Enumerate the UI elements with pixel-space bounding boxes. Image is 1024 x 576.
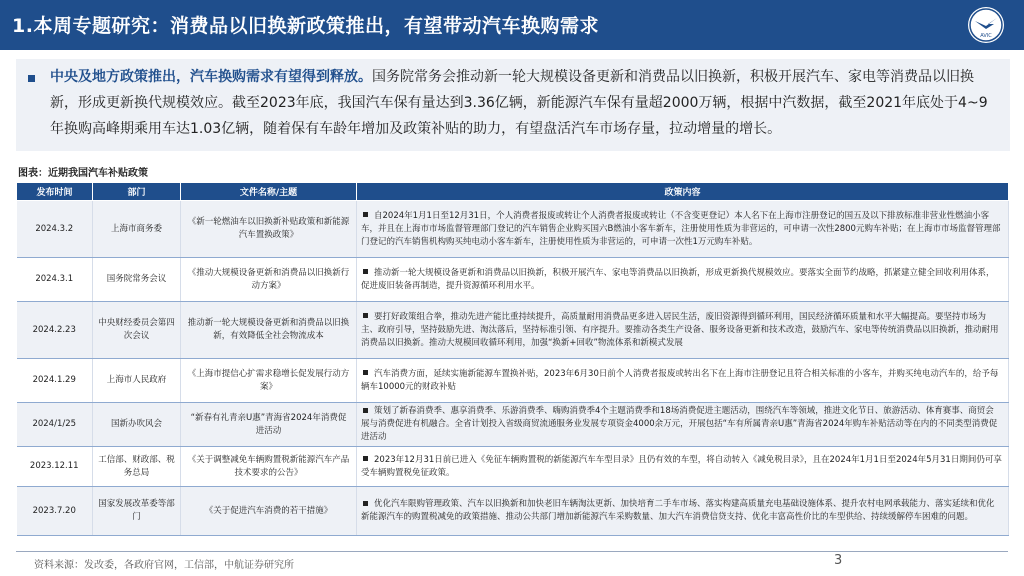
header-dept: 部门 [93,183,181,201]
cell-content-text: 自2024年1月1日至12月31日，个人消费者报废或转让个人消费者报废或转让（不含变更登记）本人名下在上海市注册登记的国五及以下排放标准非营业性燃油小客车，并且在上海市市场监督管理部门登记的汽车销售企业购买国六B燃油小客车新车，注册使用性质为非营运的，可申请一次性2800元购车补贴；在上海市市场监督管理部门登记的汽车销售机构购买纯电动小客车新车，注册使用性质为非营运的，可申请一次性1万元购车补贴。 [361,210,1001,247]
cell-content-text: 2023年12月31日前已进入《免征车辆购置税的新能源汽车车型目录》且仍有效的车型，将自动转入《减免税目录》，且在2024年1月1日至2024年5月31日期间仍可享受车辆购置税免征政策。 [361,454,1002,478]
bullet-icon [363,313,368,318]
cell-date: 2024.1.29 [17,359,93,403]
cell-content-text: 汽车消费方面，延续实施新能源车置换补贴，2023年6月30日前个人消费者报废或转出名下在上海市注册登记且符合相关标准的小客车，并购买纯电动汽车的，给予每辆车10000元的财政补贴 [361,368,999,392]
bullet-icon [363,212,368,217]
cell-content [357,447,1009,487]
cell-date: 2023.12.11 [17,447,93,487]
bullet-icon [363,456,368,461]
bullet-icon [363,501,368,506]
table-caption: 图表：近期我国汽车补贴政策 [18,168,148,179]
cell-dept: 国家发展改革委等部门 [93,487,181,536]
intro-box [16,59,1010,151]
cell-doc: 《上海市提信心扩需求稳增长促发展行动方案》 [181,359,357,403]
cell-content [357,302,1009,359]
table-row [17,403,1009,447]
page-number: 3 [834,553,843,568]
cell-date: 2024/1/25 [17,403,93,447]
cell-dept: 中央财经委员会第四次会议 [93,302,181,359]
cell-date: 2023.7.20 [17,487,93,536]
header-doc: 文件名称/主题 [181,183,357,201]
intro-bullet-icon [28,75,35,82]
intro-body: 国务院常务会推动新一轮大规模设备更新和消费品以旧换新，积极开展汽车、家电等消费品以旧换新，形成更新换代规模效应。截至2023年底，我国汽车保有量达到3.36亿辆，新能源汽车保有量超2000万辆，根据中汽数据，截至2021年底处于4~9年换购高峰期乘用车达1.03亿辆，随着保有车龄年增加及政策补贴的助力，有望盘活汽车市场存量，拉动增量的增长。 [50,69,988,137]
bullet-icon [363,370,368,375]
cell-content [357,258,1009,302]
header-date: 发布时间 [17,183,93,201]
logo-text: AVIC [980,33,992,39]
cell-content-text: 策划了新春消费季、惠享消费季、乐游消费季、嗨购消费季4个主题消费季和18场消费促进主题活动，围绕汽车等领域，推进文化节日、旅游活动、体育赛事、商贸会展与消费促进有机融合。全省计划投入省级商贸流通服务业发展专项资金4000余万元，开展包括“车有所属青亲U惠”青海省2024年购车补贴活动等在内的不同类型消费促进活动 [361,406,998,442]
cell-content-text: 推动新一轮大规模设备更新和消费品以旧换新，积极开展汽车、家电等消费品以旧换新，形成更新换代规模效应。要落实全面节约战略，抓紧建立健全回收利用体系，促进废旧装备再制造，提升资源循环利用水平。 [361,267,995,291]
cell-content [357,487,1009,536]
bullet-icon [363,269,368,274]
cell-doc: 《推动大规模设备更新和消费品以旧换新行动方案》 [181,258,357,302]
cell-doc: 《关于促进汽车消费的若干措施》 [181,487,357,536]
cell-dept: 工信部、财政部、税务总局 [93,447,181,487]
cell-dept: 国务院常务会议 [93,258,181,302]
table-row [17,201,1009,258]
cell-doc: 《关于调整减免车辆购置税新能源汽车产品技术要求的公告》 [181,447,357,487]
table-header-row [17,183,1009,201]
cell-doc: 《新一轮燃油车以旧换新补贴政策和新能源汽车置换政策》 [181,201,357,258]
cell-doc: 推动新一轮大规模设备更新和消费品以旧换新，有效降低全社会物流成本 [181,302,357,359]
page-title: 1.本周专题研究：消费品以旧换新政策推出，有望带动汽车换购需求 [12,15,599,37]
avic-logo-icon [968,7,1004,43]
cell-content [357,403,1009,447]
table-row [17,302,1009,359]
source-note: 资料来源：发改委，各政府官网，工信部，中航证券研究所 [34,560,294,571]
cell-content-text: 要打好政策组合拳，推动先进产能比重持续提升，高质量耐用消费品更多进入居民生活，废旧资源得到循环利用，国民经济循环质量和水平大幅提高。要坚持市场为主、政府引导，坚持鼓励先进、淘汰落后，坚持标准引领、有序提升。要推动各类生产设备、服务设备更新和技术改造，鼓励汽车、家电等传统消费品以旧换新，推动耐用消费品以旧换新。推动大规模回收循环利用，加强“换新+回收”物流体系和新模式发展 [361,311,999,348]
cell-content-text: 优化汽车限购管理政策、汽车以旧换新和加快老旧车辆淘汰更新、加快培育二手车市场、落实构建高质量充电基础设施体系、提升农村电网承载能力、落实延续和优化新能源汽车的购置税减免的政策措施、推动公共部门增加新能源汽车采购数量、加大汽车消费信贷支持、优化丰富高性价比的车型供给、持续缓解停车困难的问题。 [361,499,995,522]
table-row [17,487,1009,536]
policy-table [16,182,1009,536]
cell-dept: 上海市商务委 [93,201,181,258]
table-row [17,359,1009,403]
intro-lead: 中央及地方政策推出，汽车换购需求有望得到释放。 [50,69,372,85]
cell-date: 2024.2.23 [17,302,93,359]
footer-divider [16,551,1008,552]
cell-date: 2024.3.2 [17,201,93,258]
table-row [17,258,1009,302]
cell-content [357,201,1009,258]
cell-dept: 国新办吹风会 [93,403,181,447]
intro-paragraph [50,64,998,142]
cell-date: 2024.3.1 [17,258,93,302]
cell-doc: “新春有礼青亲U惠”青海省2024年消费促进活动 [181,403,357,447]
header-content: 政策内容 [357,183,1009,201]
bullet-icon [363,408,368,413]
header-bar [0,0,1024,50]
table-row [17,447,1009,487]
cell-content [357,359,1009,403]
cell-dept: 上海市人民政府 [93,359,181,403]
